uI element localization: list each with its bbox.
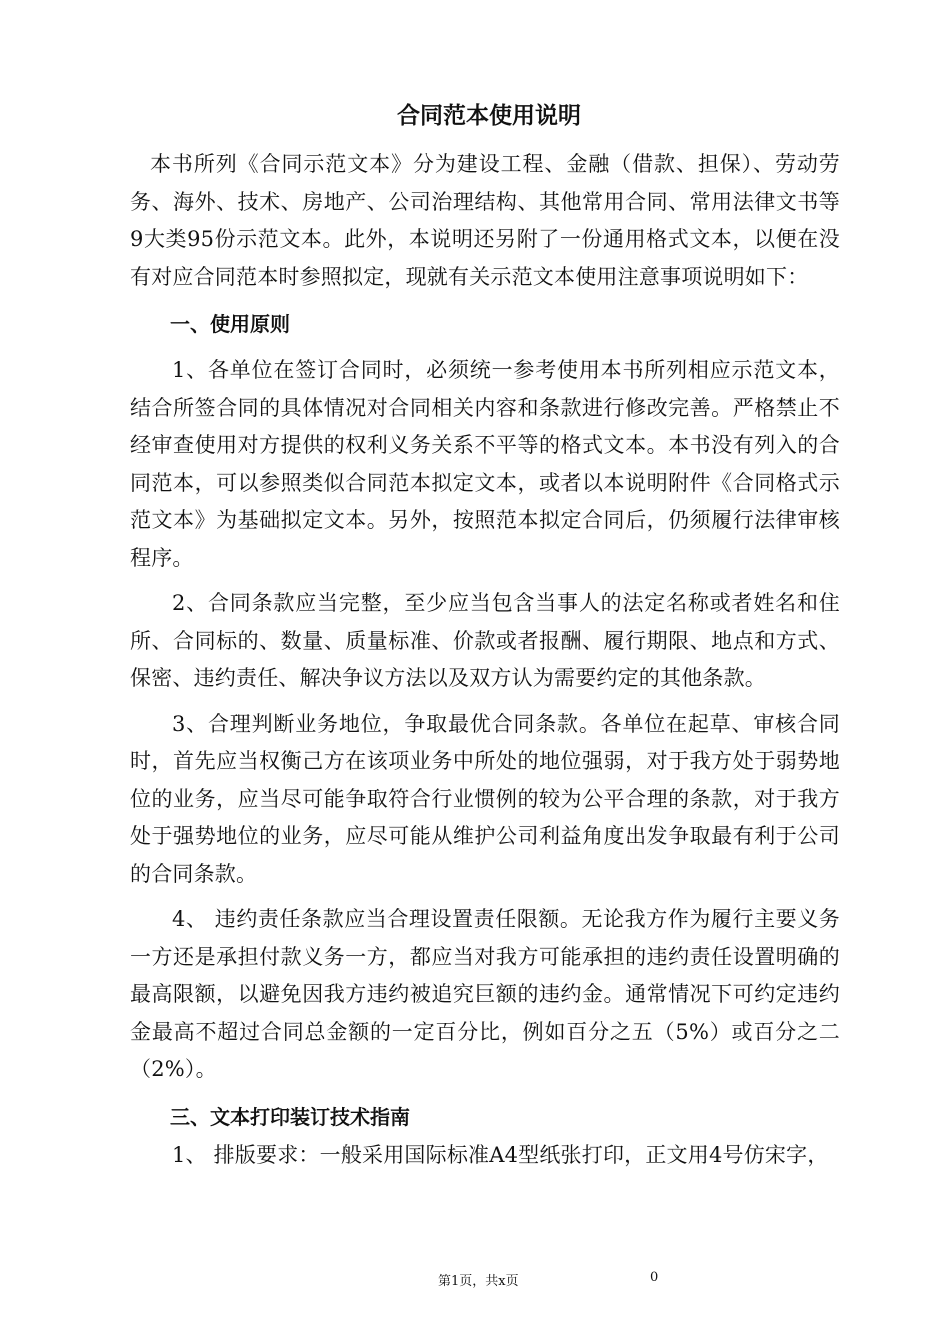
clause-paragraph-2: 2、合同条款应当完整，至少应当包含当事人的法定名称或者姓名和住所、合同标的、数量、质量标准、价款或者报酬、履行期限、地点和方式、保密、违约责任、解决争议方法以及双方认为需要约定的其他条款。 xyxy=(130,591,840,690)
clause-paragraph-1: 1、各单位在签订合同时，必须统一参考使用本书所列相应示范文本，结合所签合同的具体情况对合同相关内容和条款进行修改完善。严格禁止不经审查使用对方提供的权利义务关系不平等的格式文本。本书没有列入的合同范本，可以参照类似合同范本拟定文本，或者以本说明附件《合同格式示范文本》为基础拟定文本。另外，按照范本拟定合同后，仍须履行法律审核程序。 xyxy=(130,358,840,570)
section-heading-principles: 一、使用原则 xyxy=(170,312,290,336)
document-title: 合同范本使用说明 xyxy=(397,103,581,129)
page-number: 0 xyxy=(650,1270,659,1285)
clause-paragraph-4: 4、 违约责任条款应当合理设置责任限额。无论我方作为履行主要义务一方还是承担付款义务一方，都应当对我方可能承担的违约责任设置明确的最高限额，以避免因我方违约被追究巨额的违约金。通常情况下可约定违约金最高不超过合同总金额的一定百分比，例如百分之五（5%）或百分之二（2%）。 xyxy=(130,907,840,1081)
section-heading-printing: 三、文本打印装订技术指南 xyxy=(170,1104,410,1129)
page-count-label: 第1页，共x页 xyxy=(438,1274,519,1289)
intro-paragraph: 本书所列《合同示范文本》分为建设工程、金融（借款、担保）、劳动劳务、海外、技术、房地产、公司治理结构、其他常用合同、常用法律文书等9大类95份示范文本。此外，本说明还另附了一份通用格式文本，以便在没有对应合同范本时参照拟定，现就有关示范文本使用注意事项说明如下： xyxy=(130,152,840,289)
clause-paragraph-3: 3、合理判断业务地位，争取最优合同条款。各单位在起草、审核合同时，首先应当权衡己方在该项业务中所处的地位强弱，对于我方处于弱势地位的业务，应当尽可能争取符合行业惯例的较为公平合理的条款，对于我方处于强势地位的业务，应尽可能从维护公司利益角度出发争取最有利于公司的合同条款。 xyxy=(130,711,840,886)
document-page xyxy=(130,96,840,1174)
clause-paragraph-5: 1、 排版要求：一般采用国际标准A4型纸张打印，正文用4号仿宋字， xyxy=(172,1142,829,1167)
